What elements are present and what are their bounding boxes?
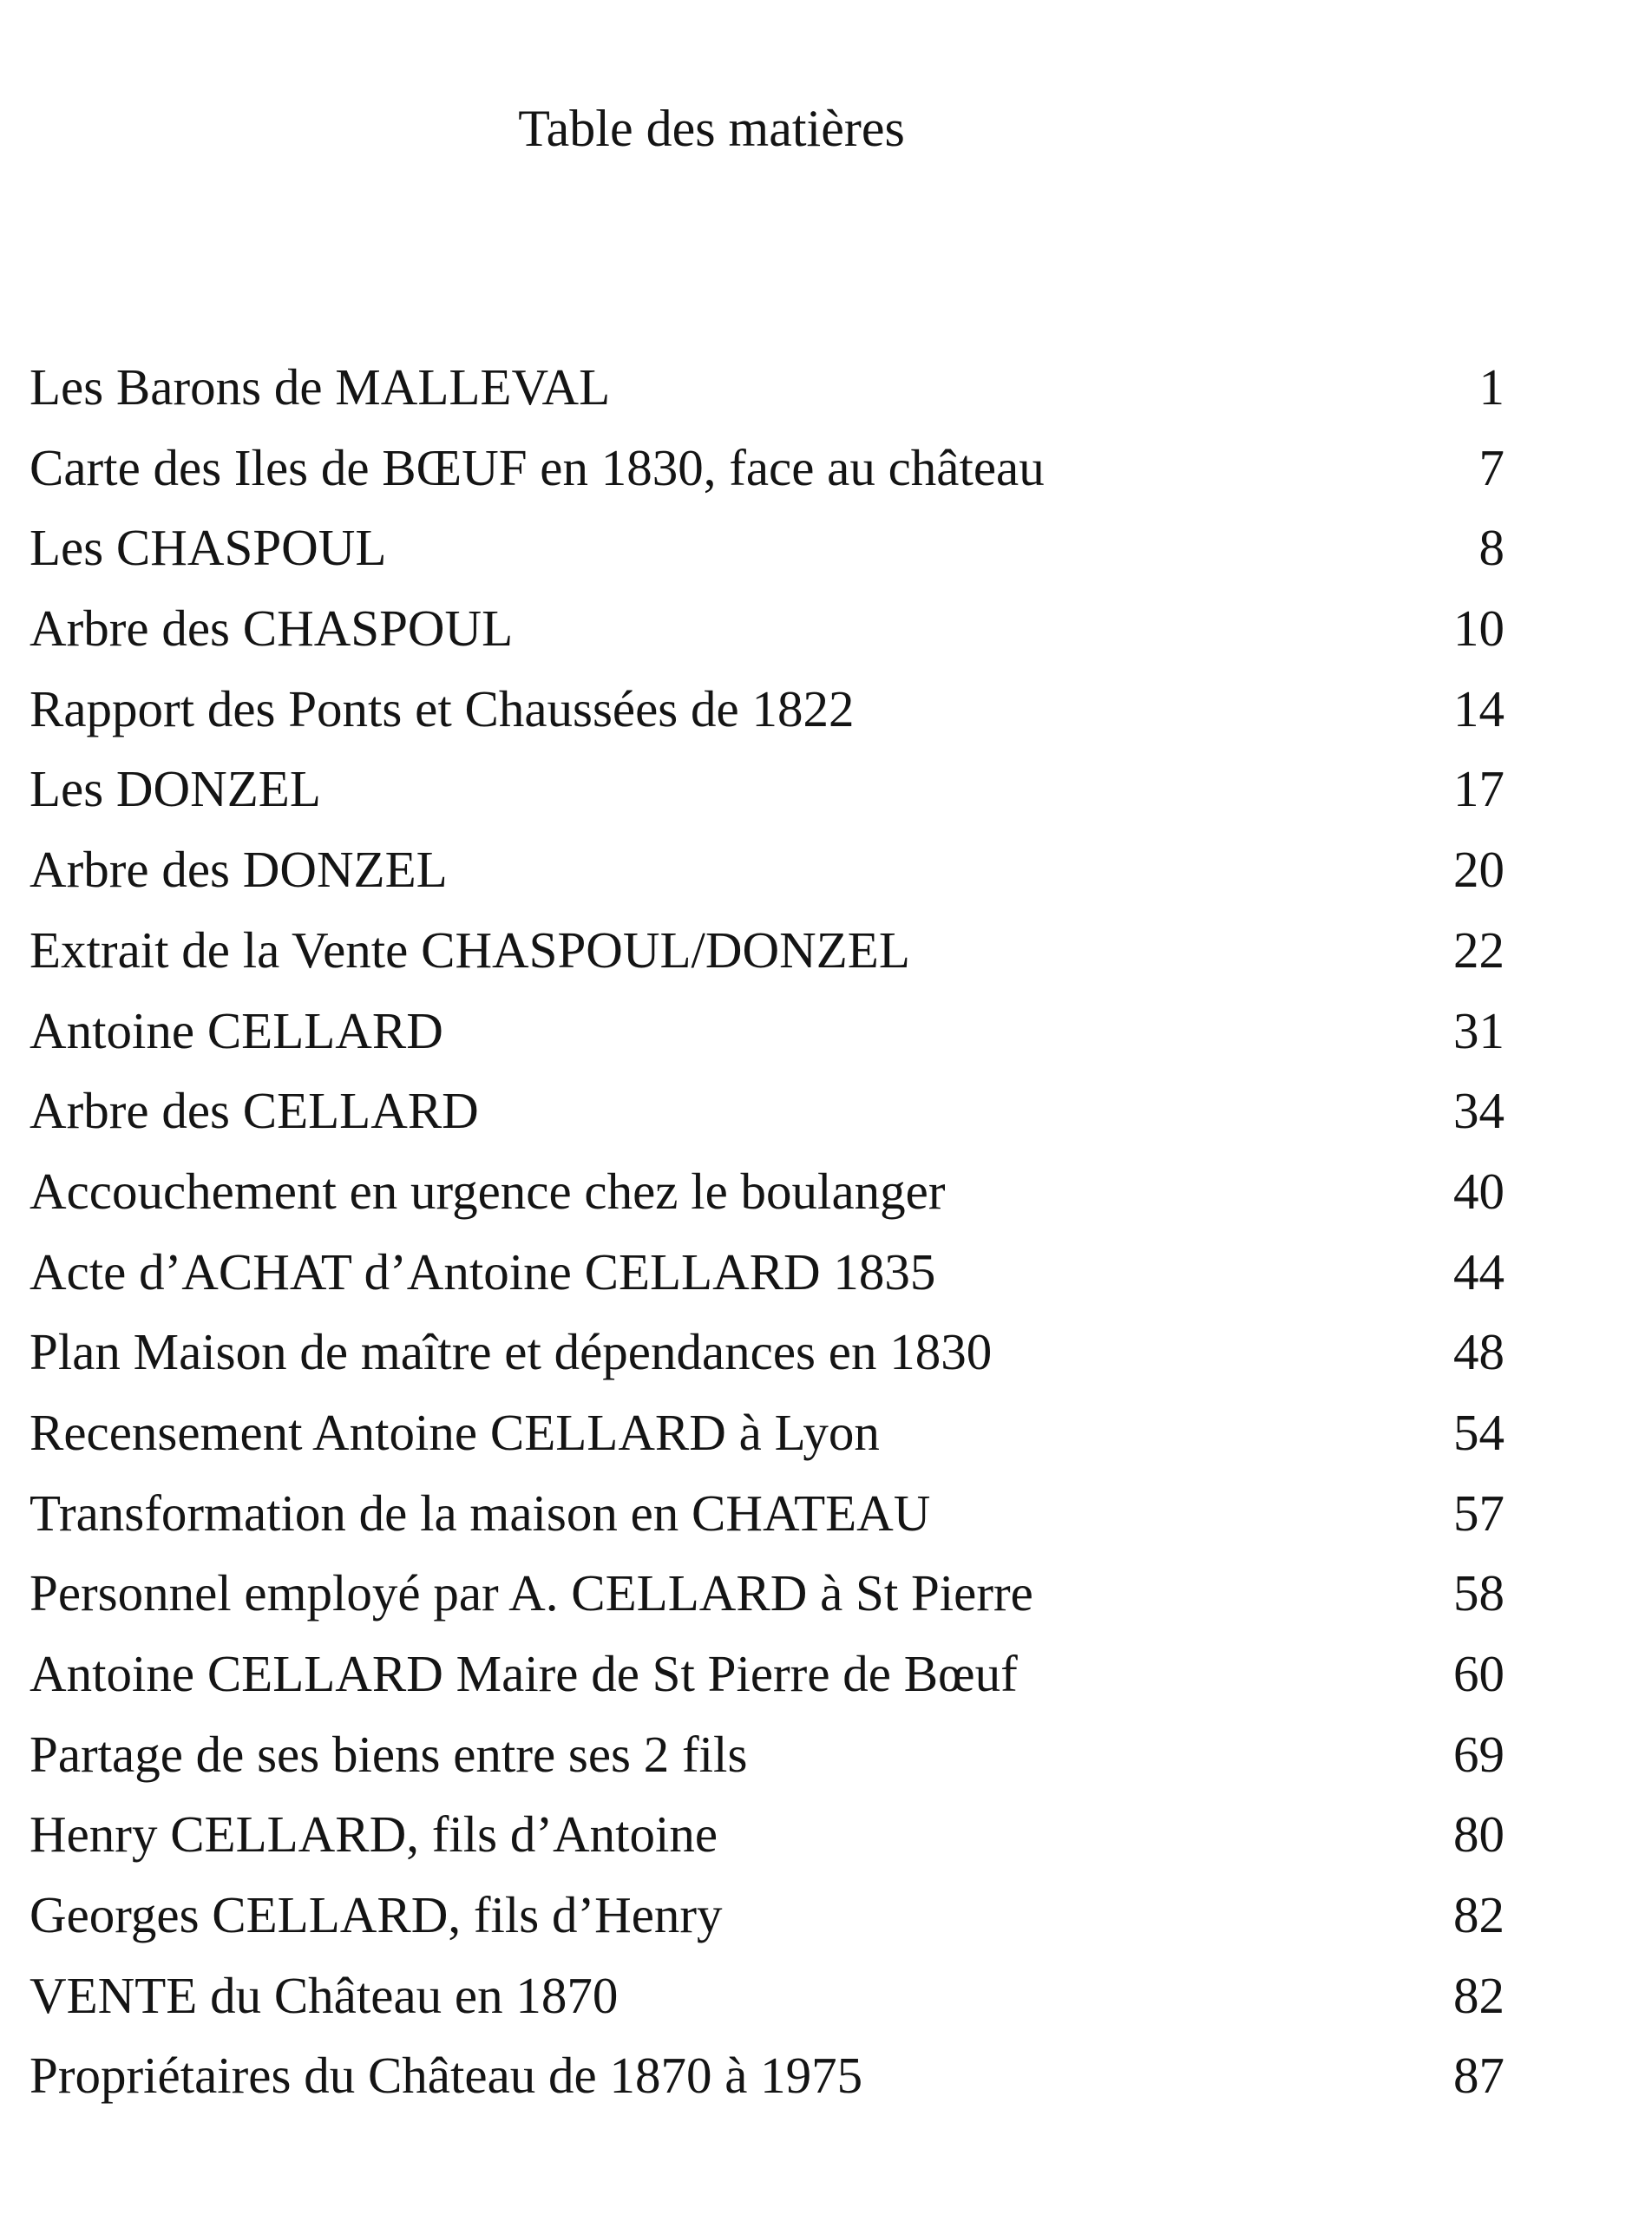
toc-entry	[30, 991, 1504, 1071]
toc-entry	[30, 588, 1504, 669]
toc-entry-title: Transformation de la maison en CHATEAU	[30, 1484, 931, 1542]
toc-entry	[30, 749, 1504, 829]
toc-entry-title: Les DONZEL	[30, 760, 321, 818]
toc-entry-page-number: 34	[1453, 1082, 1504, 1140]
toc-entry-title: VENTE du Château en 1870	[30, 1966, 619, 2024]
toc-entry-page-number: 10	[1453, 599, 1504, 658]
toc-entry-page-number: 60	[1453, 1645, 1504, 1702]
toc-entry	[30, 508, 1504, 588]
toc-entry-page-number: 57	[1453, 1484, 1504, 1542]
toc-entry-title: Rapport des Ponts et Chaussées de 1822	[30, 679, 855, 737]
toc-entry-page-number: 48	[1453, 1323, 1504, 1381]
toc-entry-title: Acte d’ACHAT d’Antoine CELLARD 1835	[30, 1242, 936, 1300]
toc-entry	[30, 1071, 1504, 1151]
toc-entry-title: Les CHASPOUL	[30, 519, 387, 577]
toc-entry-page-number: 44	[1453, 1242, 1504, 1300]
toc-entry-page-number: 1	[1478, 358, 1504, 416]
toc-entry-page-number: 31	[1453, 1001, 1504, 1059]
toc-entry	[30, 2035, 1504, 2116]
toc-entry	[30, 1875, 1504, 1956]
page-title: Table des matières	[518, 100, 905, 157]
toc-entry-page-number: 40	[1453, 1162, 1504, 1220]
toc-entry-page-number: 14	[1453, 679, 1504, 737]
toc-entry	[30, 428, 1504, 508]
toc-entry-title: Arbre des CELLARD	[30, 1082, 479, 1140]
toc-entry-title: Arbre des CHASPOUL	[30, 599, 514, 658]
toc-entry-title: Henry CELLARD, fils d’Antoine	[30, 1805, 718, 1864]
toc-entry	[30, 1232, 1504, 1313]
toc-entry	[30, 347, 1504, 428]
toc-entry-title: Plan Maison de maître et dépendances en 1830	[30, 1323, 993, 1381]
toc-entry-title: Antoine CELLARD	[30, 1001, 443, 1059]
toc-entry-title: Extrait de la Vente CHASPOUL/DONZEL	[30, 921, 910, 979]
toc-entry-page-number: 69	[1453, 1725, 1504, 1783]
toc-entry-title: Georges CELLARD, fils d’Henry	[30, 1886, 723, 1944]
toc-entry-page-number: 80	[1453, 1805, 1504, 1864]
toc-entry-title: Les Barons de MALLEVAL	[30, 358, 611, 416]
toc-entry-page-number: 7	[1478, 438, 1504, 496]
toc-entry-title: Propriétaires du Château de 1870 à 1975	[30, 2047, 863, 2105]
toc-entry	[30, 1553, 1504, 1634]
toc-entry	[30, 1392, 1504, 1473]
toc-entry-title: Arbre des DONZEL	[30, 841, 448, 899]
toc-entry	[30, 1714, 1504, 1795]
toc-entry-page-number: 82	[1453, 1966, 1504, 2024]
toc-entry	[30, 910, 1504, 991]
toc-entry	[30, 1151, 1504, 1232]
toc-entry-page-number: 22	[1453, 921, 1504, 979]
toc-entry	[30, 1794, 1504, 1875]
toc-entry-page-number: 82	[1453, 1886, 1504, 1944]
toc-entry	[30, 1956, 1504, 2036]
toc-entry-title: Carte des Iles de BŒUF en 1830, face au château	[30, 438, 1045, 496]
toc-entry	[30, 1312, 1504, 1392]
toc-entry-title: Accouchement en urgence chez le boulanger	[30, 1162, 946, 1220]
toc-entry	[30, 669, 1504, 750]
toc-entry-page-number: 8	[1478, 519, 1504, 577]
toc-entry-page-number: 58	[1453, 1564, 1504, 1622]
table-of-contents	[30, 347, 1504, 2116]
toc-entry-title: Personnel employé par A. CELLARD à St Pierre	[30, 1564, 1033, 1622]
toc-entry-page-number: 87	[1453, 2047, 1504, 2105]
toc-entry	[30, 1634, 1504, 1714]
toc-entry-title: Antoine CELLARD Maire de St Pierre de Bœuf	[30, 1645, 1018, 1702]
toc-entry-title: Partage de ses biens entre ses 2 fils	[30, 1725, 748, 1783]
toc-entry	[30, 829, 1504, 910]
toc-entry-page-number: 17	[1453, 760, 1504, 818]
toc-entry-page-number: 54	[1453, 1403, 1504, 1461]
toc-entry-page-number: 20	[1453, 841, 1504, 899]
toc-entry-title: Recensement Antoine CELLARD à Lyon	[30, 1403, 880, 1461]
toc-entry	[30, 1473, 1504, 1554]
